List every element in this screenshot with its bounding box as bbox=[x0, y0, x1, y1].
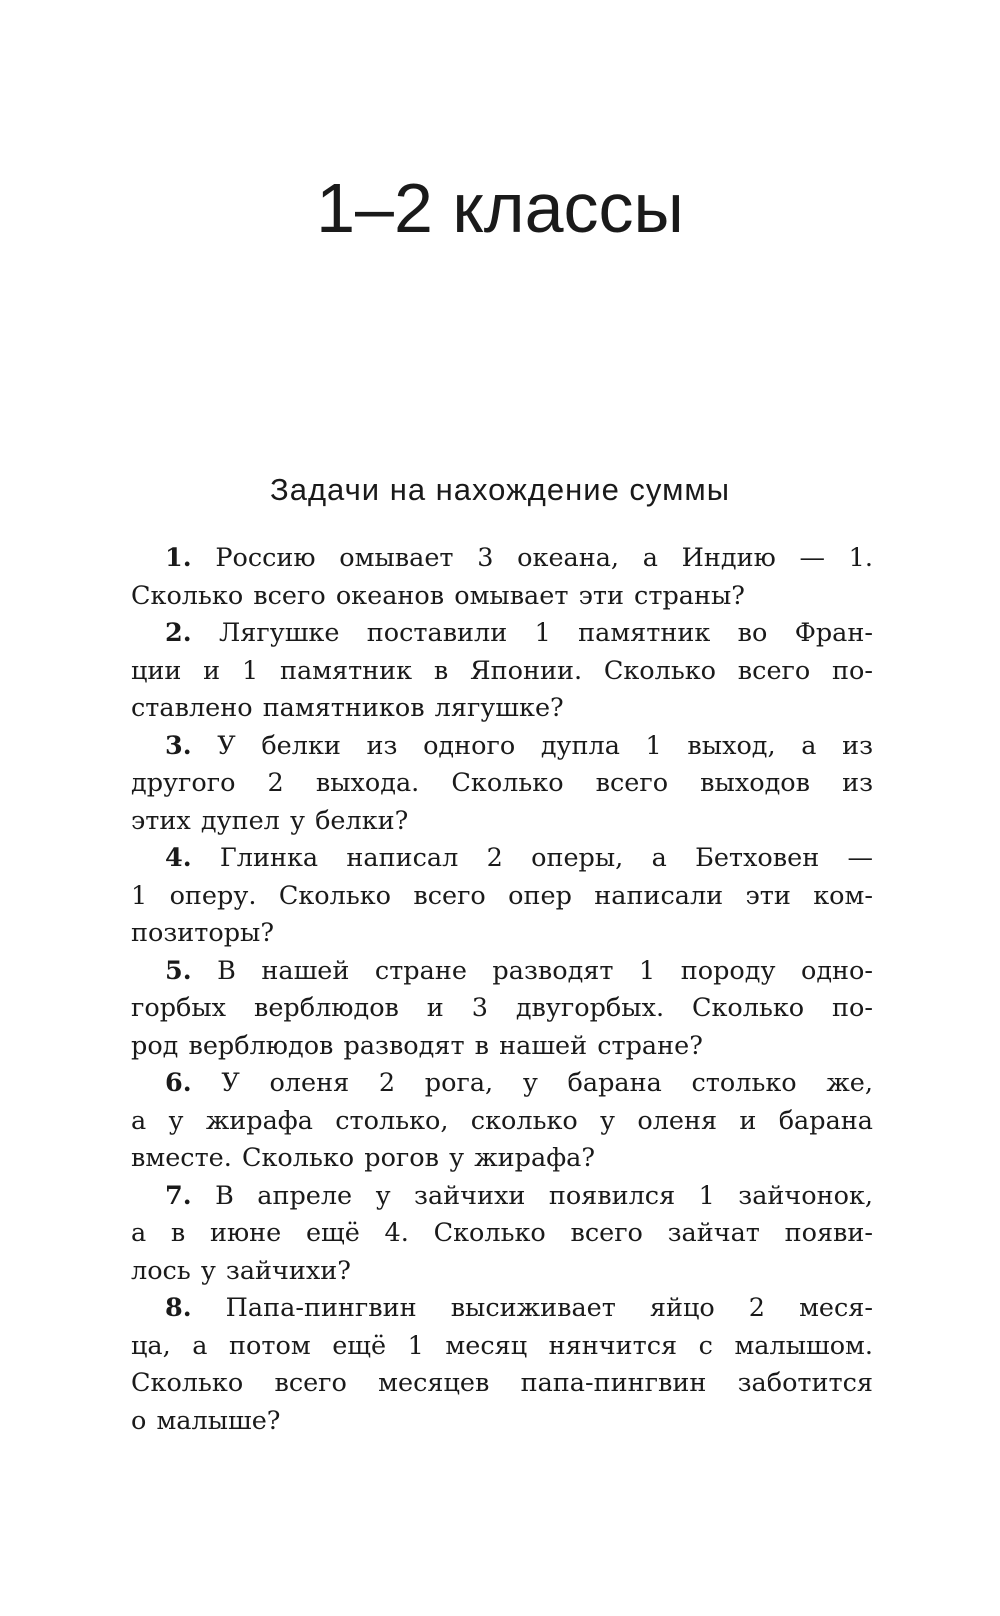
problem-text: вместе. Сколько рогов у жирафа? bbox=[131, 1143, 596, 1173]
problem-line bbox=[131, 953, 873, 991]
section-title: Задачи на нахождение суммы bbox=[270, 472, 730, 507]
problem-number: 7. bbox=[165, 1180, 192, 1211]
problem-item bbox=[131, 840, 873, 953]
problem-line bbox=[131, 840, 873, 878]
chapter-title: 1–2 классы bbox=[316, 169, 684, 247]
problem-text: горбых верблюдов и 3 двугорбых. Сколько по- bbox=[131, 993, 873, 1023]
problem-item bbox=[131, 615, 873, 728]
problem-number: 4. bbox=[165, 843, 192, 873]
problem-line bbox=[131, 878, 873, 916]
problem-item bbox=[131, 953, 873, 1066]
problem-text: Сколько всего океанов омывает эти страны? bbox=[131, 580, 745, 611]
problem-text: ставлено памятников лягушке? bbox=[131, 693, 564, 723]
problem-item bbox=[131, 1178, 873, 1291]
problem-text: У оленя 2 рога, у барана столько же, bbox=[191, 1068, 873, 1098]
problem-text: ца, а потом ещё 1 месяц нянчится с малышом. bbox=[131, 1330, 873, 1361]
problem-line bbox=[131, 1403, 873, 1441]
problem-line bbox=[131, 1103, 873, 1141]
problem-text: Папа-пингвин высиживает яйцо 2 меся- bbox=[191, 1293, 873, 1323]
problem-number: 1. bbox=[165, 543, 192, 573]
problem-text: Россию омывает 3 океана, а Индию — 1. bbox=[191, 543, 873, 573]
problem-line bbox=[131, 1215, 873, 1253]
problem-item bbox=[131, 1290, 873, 1440]
problem-number: 5. bbox=[165, 955, 192, 986]
problem-number: 3. bbox=[165, 730, 192, 761]
problem-text: В нашей стране разводят 1 породу одно- bbox=[191, 955, 873, 986]
problem-line bbox=[131, 1140, 873, 1178]
problem-line bbox=[131, 615, 873, 653]
problem-text: а у жирафа столько, сколько у оленя и барана bbox=[131, 1105, 873, 1136]
problem-number: 2. bbox=[165, 618, 192, 648]
problem-line bbox=[131, 1253, 873, 1291]
problem-line bbox=[131, 1065, 873, 1103]
problem-line bbox=[131, 1290, 873, 1328]
problem-text: У белки из одного дупла 1 выход, а из bbox=[191, 730, 873, 761]
problem-item bbox=[131, 1065, 873, 1178]
problem-line bbox=[131, 990, 873, 1028]
problem-line bbox=[131, 653, 873, 691]
problem-number: 8. bbox=[165, 1293, 192, 1323]
problem-line bbox=[131, 728, 873, 766]
problem-text: позиторы? bbox=[131, 918, 275, 948]
problem-text: 1 оперу. Сколько всего опер написали эти ком- bbox=[131, 880, 873, 911]
problem-text: Сколько всего месяцев папа-пингвин заботится bbox=[131, 1368, 873, 1398]
problem-text: род верблюдов разводят в нашей стране? bbox=[131, 1030, 703, 1061]
problem-text: другого 2 выхода. Сколько всего выходов из bbox=[131, 768, 873, 798]
problem-text: о малыше? bbox=[131, 1405, 281, 1436]
problem-line bbox=[131, 915, 873, 953]
problem-line bbox=[131, 540, 873, 578]
problem-line bbox=[131, 1028, 873, 1066]
problem-text: этих дупел у белки? bbox=[131, 805, 409, 836]
problem-line bbox=[131, 690, 873, 728]
problem-text: Глинка написал 2 оперы, а Бетховен — bbox=[191, 843, 873, 873]
problem-text: В апреле у зайчихи появился 1 зайчонок, bbox=[191, 1180, 873, 1211]
problem-text: ции и 1 памятник в Японии. Сколько всего по- bbox=[131, 655, 873, 686]
problem-line bbox=[131, 803, 873, 841]
problem-item bbox=[131, 728, 873, 841]
problem-line bbox=[131, 578, 873, 616]
problem-text: лось у зайчихи? bbox=[131, 1255, 351, 1286]
problem-line bbox=[131, 765, 873, 803]
problem-line bbox=[131, 1365, 873, 1403]
problem-text: Лягушке поставили 1 памятник во Фран- bbox=[191, 618, 873, 648]
problem-line bbox=[131, 1328, 873, 1366]
problem-item bbox=[131, 540, 873, 615]
problem-list bbox=[131, 540, 873, 1440]
problem-number: 6. bbox=[165, 1068, 192, 1098]
problem-text: а в июне ещё 4. Сколько всего зайчат появи- bbox=[131, 1218, 873, 1248]
problem-line bbox=[131, 1178, 873, 1216]
